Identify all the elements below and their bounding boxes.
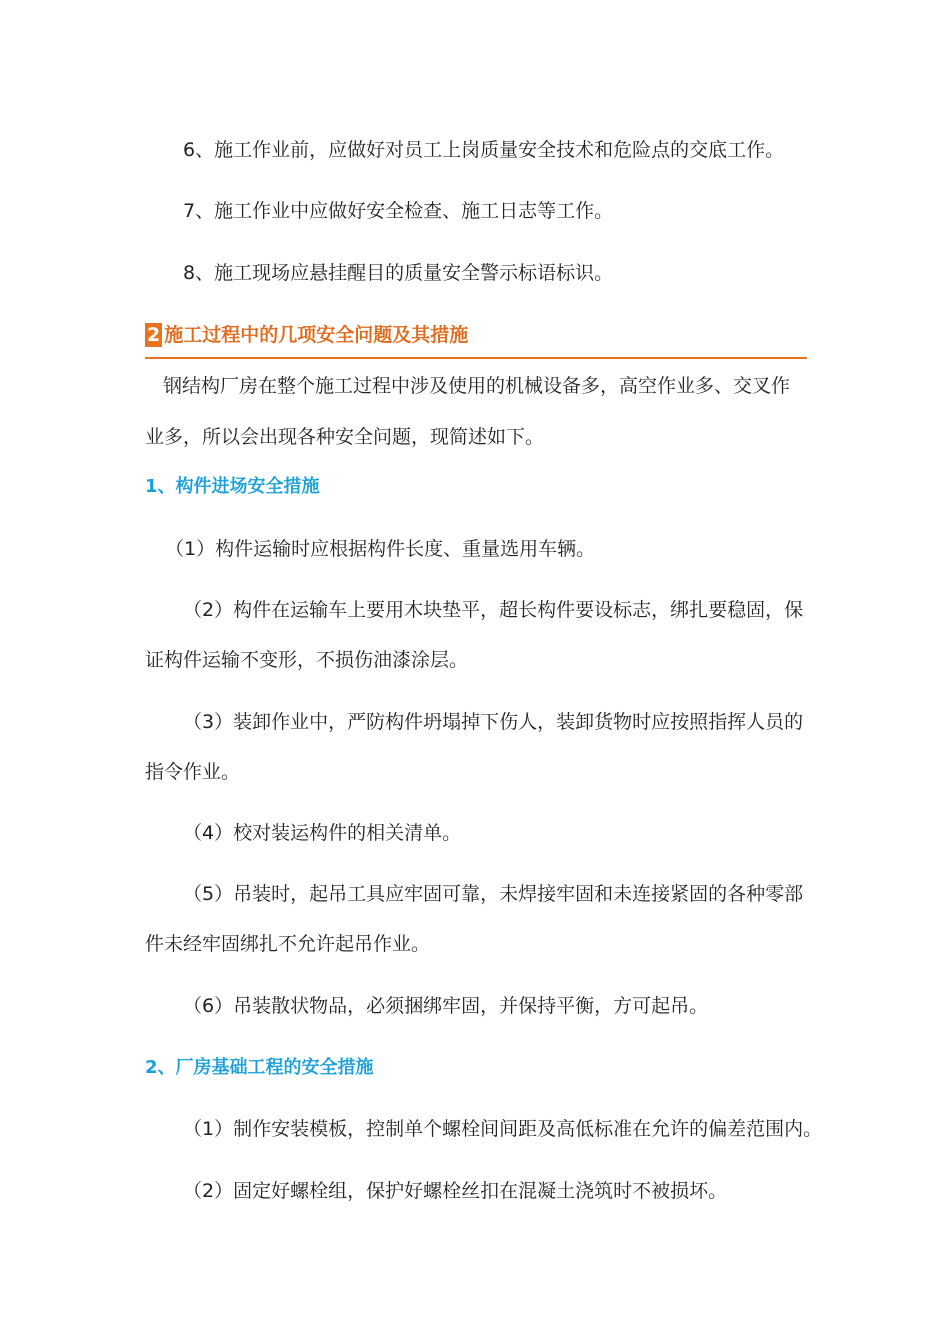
paragraph-line: 业多，所以会出现各种安全问题，现简述如下。 xyxy=(145,426,545,448)
list-item: （3）装卸作业中，严防构件坍塌掉下伤人，装卸货物时应按照指挥人员的 xyxy=(183,711,804,733)
paragraph-line: 钢结构厂房在整个施工过程中涉及使用的机械设备多，高空作业多、交叉作 xyxy=(163,375,791,397)
list-item: 7、施工作业中应做好安全检查、施工日志等工作。 xyxy=(183,200,614,222)
list-item: （2）构件在运输车上要用木块垫平，超长构件要设标志，绑扎要稳固，保 xyxy=(183,599,804,621)
list-item-continuation: 证构件运输不变形，不损伤油漆涂层。 xyxy=(145,649,469,671)
subsection-heading: 1、构件进场安全措施 xyxy=(145,476,320,497)
list-item: （5）吊装时，起吊工具应牢固可靠，未焊接牢固和未连接紧固的各种零部 xyxy=(183,883,804,905)
list-item: （1）制作安装模板，控制单个螺栓间间距及高低标准在允许的偏差范围内。 xyxy=(183,1118,823,1140)
list-item: （1）构件运输时应根据构件长度、重量选用车辆。 xyxy=(165,538,596,560)
list-item: （2）固定好螺栓组，保护好螺栓丝扣在混凝土浇筑时不被损坏。 xyxy=(183,1180,728,1202)
list-item: 6、施工作业前，应做好对员工上岗质量安全技术和危险点的交底工作。 xyxy=(183,139,785,161)
list-item: （4）校对装运构件的相关清单。 xyxy=(183,822,462,844)
list-item-continuation: 件未经牢固绑扎不允许起吊作业。 xyxy=(145,933,431,955)
section-divider xyxy=(145,357,807,359)
section-title: 施工过程中的几项安全问题及其措施 xyxy=(164,324,469,346)
list-item: 8、施工现场应悬挂醒目的质量安全警示标语标识。 xyxy=(183,262,614,284)
section-number-badge: 2 xyxy=(147,324,161,346)
list-item-continuation: 指令作业。 xyxy=(145,761,241,783)
subsection-heading: 2、厂房基础工程的安全措施 xyxy=(145,1057,374,1078)
section-heading xyxy=(145,322,468,348)
list-item: （6）吊装散状物品，必须捆绑牢固，并保持平衡，方可起吊。 xyxy=(183,995,709,1017)
